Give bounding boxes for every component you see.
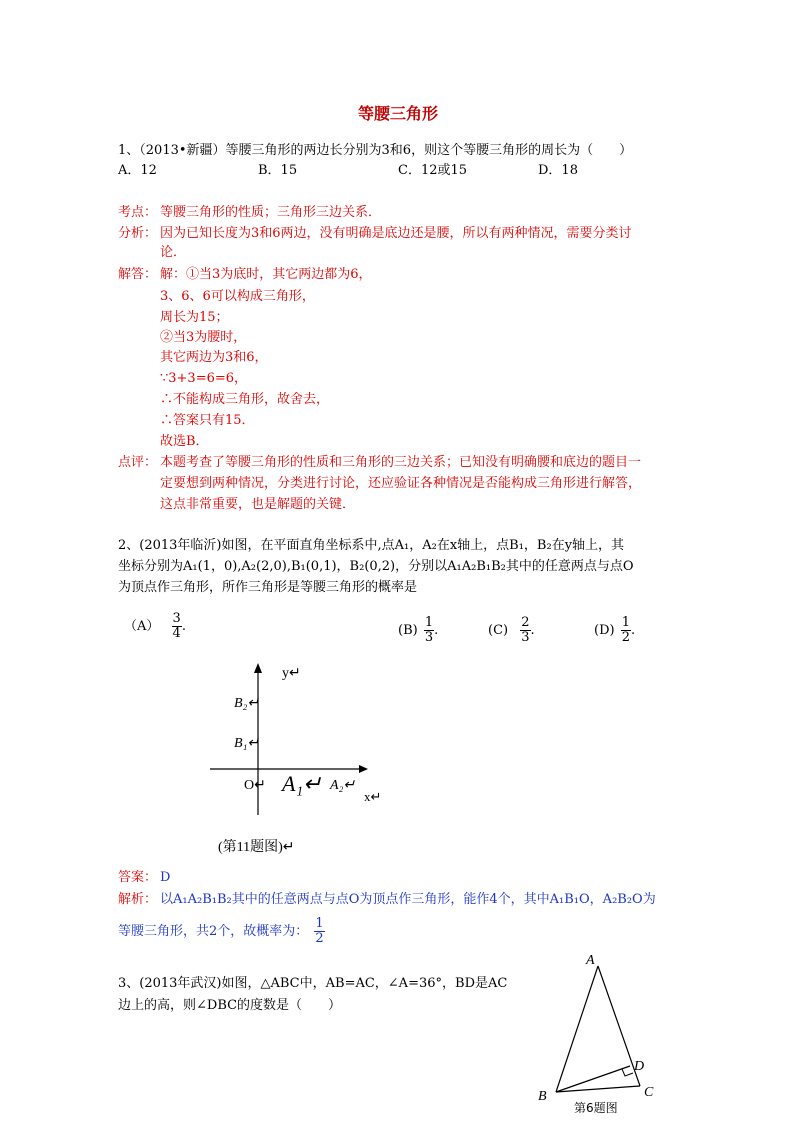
q2-jiexi-label: 解析：	[118, 892, 158, 907]
q2-stem-line: 2、(2013年临沂)如图，在平面直角坐标系中,点A₁，A₂在x轴上，点B₁，B₂在y轴上，其	[118, 538, 625, 553]
option-fraction	[520, 616, 530, 645]
b1-label: B₁↵	[234, 736, 260, 751]
q1-option-b: B．15	[258, 163, 298, 178]
side-ab	[556, 966, 598, 1092]
q2-jiexi-line	[118, 912, 325, 952]
vertex-c-label: C	[644, 1085, 654, 1100]
side-bc	[556, 1086, 640, 1092]
q3-triangle-figure	[530, 950, 670, 1120]
q2-stem-line: 为顶点作三角形，所作三角形是等腰三角形的概率是	[118, 580, 418, 595]
q1-jieda-label: 解答：	[118, 267, 158, 282]
q1-option-d: D．18	[538, 163, 578, 178]
option-tail: .	[181, 619, 186, 634]
fraction-denominator: 3	[424, 630, 434, 645]
page-title: 等腰三角形	[358, 104, 439, 123]
fraction-numerator: 3	[172, 611, 181, 626]
x-axis-arrow	[359, 765, 368, 773]
q1-fenxi-label: 分析：	[118, 226, 158, 241]
q1-fenxi-line: 论．	[160, 245, 187, 260]
fraction-numerator: 2	[521, 615, 530, 630]
vertex-a-label: A	[586, 953, 595, 968]
option-fraction	[621, 616, 631, 645]
option-label: （A）	[124, 619, 160, 634]
origin-label: O↵	[244, 778, 266, 793]
fraction-denominator: 3	[521, 630, 530, 645]
q1-jieda-line: 周长为15；	[160, 310, 229, 325]
q1-jieda-line: ∴答案只有15．	[160, 413, 255, 428]
q2-option-d	[594, 609, 635, 653]
q2-option-b	[398, 609, 438, 653]
q1-kaodian: 等腰三角形的性质；三角形三边关系．	[160, 205, 382, 220]
fraction-numerator: 1	[424, 615, 434, 630]
q1-jieda-line: 其它两边为3和6，	[160, 350, 268, 365]
y-axis-arrow	[254, 663, 262, 673]
option-fraction	[424, 616, 434, 645]
option-label: (C)	[488, 623, 509, 638]
q3-stem-line: 3、(2013年武汉)如图，△ABC中，AB=AC，∠A=36°，BD是AC	[118, 976, 508, 991]
fraction-denominator: 2	[315, 931, 324, 946]
q1-option-a: A．12	[118, 163, 157, 178]
q3-stem-line: 边上的高，则∠DBC的度数是（ ）	[118, 998, 342, 1013]
q2-option-c	[488, 609, 535, 653]
q2-stem-line: 坐标分别为A₁(1，0),A₂(2,0),B₁(0,1)，B₂(0,2)，分别以A₁A₂B₁B₂其中的任意两点与点O	[118, 559, 634, 574]
option-label: (B)	[398, 623, 418, 638]
q1-dianping-line: 本题考查了等腰三角形的性质和三角形的三边关系；已知没有明确腰和底边的题目一	[160, 455, 642, 470]
q1-kaodian-label: 考点：	[118, 205, 158, 220]
q2-option-a	[124, 605, 186, 649]
option-tail: .	[434, 623, 439, 638]
q2-figure-caption: (第11题图)↵	[218, 840, 295, 855]
q1-jieda-line: 故选B．	[160, 434, 209, 449]
q1-jieda-line: ∴不能构成三角形，故舍去，	[160, 392, 330, 407]
q1-jieda-line: ∵3+3=6=6，	[160, 371, 248, 386]
right-angle-mark	[622, 1069, 633, 1076]
q1-jieda-line: 3、6、6可以构成三角形，	[160, 289, 315, 304]
y-axis-label: y↵	[282, 666, 301, 681]
vertex-d-label: D	[634, 1059, 645, 1074]
q1-option-c: C．12或15	[398, 163, 468, 178]
q2-jiexi-fraction	[314, 917, 324, 946]
option-tail: .	[530, 623, 535, 638]
fraction-denominator: 4	[172, 626, 181, 641]
option-fraction	[172, 612, 182, 641]
q1-dianping-label: 点评：	[118, 455, 158, 470]
option-label: (D)	[594, 623, 615, 638]
vertex-b-label: B	[538, 1089, 547, 1104]
fraction-numerator: 1	[621, 615, 630, 630]
q2-jiexi-text: 等腰三角形，共2个，故概率为：	[118, 924, 309, 939]
a2-label: A₂↵	[330, 778, 356, 793]
q2-coordinate-figure	[200, 655, 390, 815]
q1-stem: 1、（2013•新疆）等腰三角形的两边长分别为3和6，则这个等腰三角形的周长为（ ）	[118, 143, 633, 158]
q1-dianping-line: 这点非常重要，也是解题的关键．	[160, 497, 356, 512]
q2-answer-label: 答案：	[118, 870, 158, 885]
b2-label: B₂↵	[234, 696, 260, 711]
x-axis-label: x↵	[364, 789, 382, 804]
q1-fenxi-line: 因为已知长度为3和6两边，没有明确是底边还是腰，所以有两种情况，需要分类讨	[160, 226, 632, 241]
fraction-denominator: 2	[621, 630, 630, 645]
q1-jieda-line: ②当3为腰时，	[160, 330, 247, 345]
q1-dianping-line: 定要想到两种情况，分类进行讨论，还应验证各种情况是否能构成三角形进行解答，	[160, 476, 642, 491]
q1-jieda-line: 解：①当3为底时，其它两边都为6，	[160, 267, 372, 282]
q2-jiexi-line: 以A₁A₂B₁B₂其中的任意两点与点O为顶点作三角形，能作4个，其中A₁B₁O，A₂B₂O为	[160, 892, 656, 907]
option-tail: .	[631, 623, 636, 638]
a1-label: A₁↵	[282, 771, 322, 796]
q2-answer: D	[160, 870, 171, 885]
fraction-numerator: 1	[315, 916, 324, 931]
q3-figure-caption: 第6题图	[574, 1101, 618, 1115]
